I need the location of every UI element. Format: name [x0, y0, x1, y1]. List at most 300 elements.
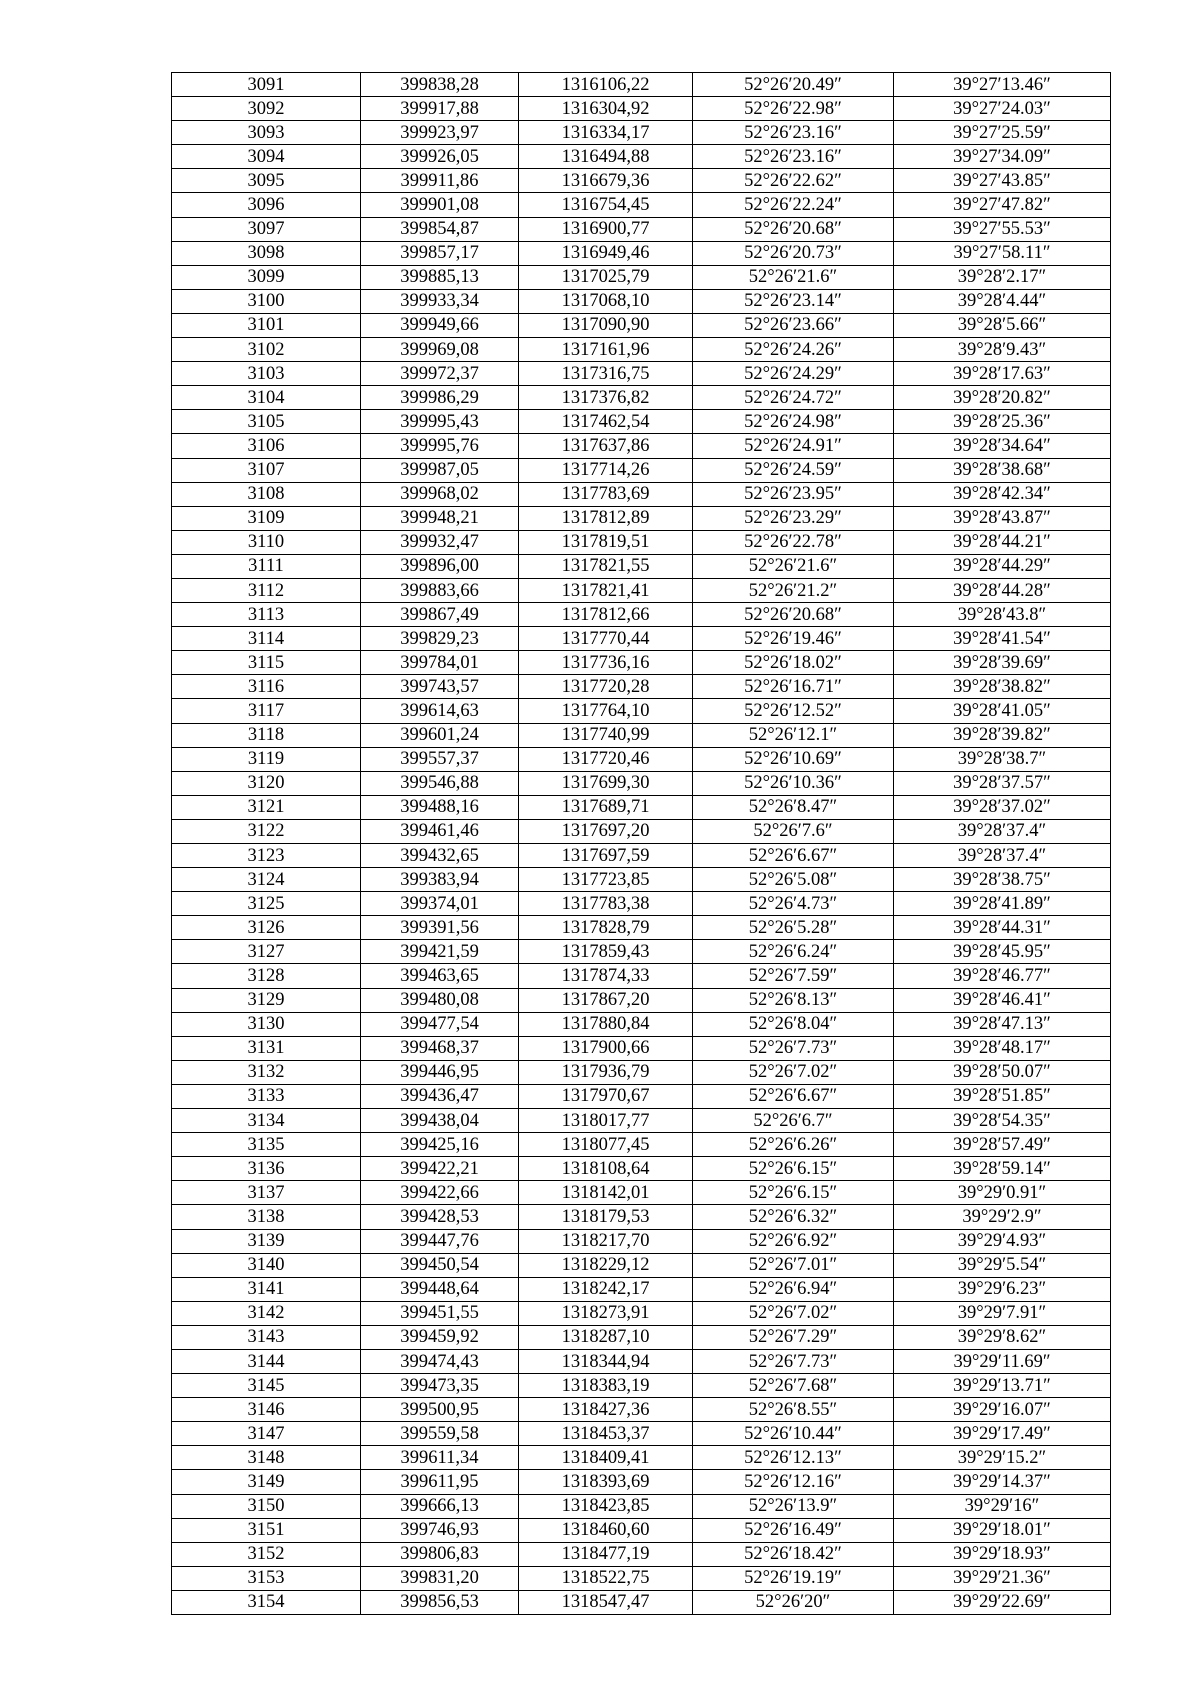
point-number-cell: 3097 [172, 217, 361, 241]
y-coordinate-cell: 1317090,90 [519, 313, 693, 337]
latitude-cell: 52°26′6.7″ [693, 1109, 894, 1133]
longitude-cell: 39°28′45.95″ [894, 940, 1111, 964]
table-row [172, 578, 1111, 602]
y-coordinate-cell: 1317637,86 [519, 434, 693, 458]
table-row [172, 1542, 1111, 1566]
latitude-cell: 52°26′7.01″ [693, 1253, 894, 1277]
longitude-cell: 39°28′44.28″ [894, 578, 1111, 602]
longitude-cell: 39°27′34.09″ [894, 145, 1111, 169]
latitude-cell: 52°26′21.6″ [693, 265, 894, 289]
table-row [172, 1253, 1111, 1277]
latitude-cell: 52°26′10.44″ [693, 1422, 894, 1446]
latitude-cell: 52°26′12.16″ [693, 1470, 894, 1494]
table-row [172, 217, 1111, 241]
longitude-cell: 39°29′18.93″ [894, 1542, 1111, 1566]
table-row [172, 1590, 1111, 1614]
y-coordinate-cell: 1318522,75 [519, 1566, 693, 1590]
longitude-cell: 39°28′42.34″ [894, 482, 1111, 506]
point-number-cell: 3137 [172, 1181, 361, 1205]
longitude-cell: 39°28′43.8″ [894, 603, 1111, 627]
longitude-cell: 39°29′6.23″ [894, 1277, 1111, 1301]
longitude-cell: 39°28′37.02″ [894, 795, 1111, 819]
table-row [172, 1518, 1111, 1542]
table-row [172, 603, 1111, 627]
point-number-cell: 3107 [172, 458, 361, 482]
x-coordinate-cell: 399374,01 [361, 892, 519, 916]
point-number-cell: 3129 [172, 988, 361, 1012]
point-number-cell: 3113 [172, 603, 361, 627]
table-row [172, 627, 1111, 651]
point-number-cell: 3105 [172, 410, 361, 434]
point-number-cell: 3109 [172, 506, 361, 530]
point-number-cell: 3106 [172, 434, 361, 458]
coordinates-table [171, 72, 1111, 1615]
x-coordinate-cell: 399831,20 [361, 1566, 519, 1590]
latitude-cell: 52°26′24.72″ [693, 386, 894, 410]
x-coordinate-cell: 399883,66 [361, 578, 519, 602]
longitude-cell: 39°28′9.43″ [894, 338, 1111, 362]
y-coordinate-cell: 1317723,85 [519, 868, 693, 892]
y-coordinate-cell: 1316304,92 [519, 97, 693, 121]
longitude-cell: 39°28′38.68″ [894, 458, 1111, 482]
x-coordinate-cell: 399450,54 [361, 1253, 519, 1277]
table-row [172, 145, 1111, 169]
latitude-cell: 52°26′6.32″ [693, 1205, 894, 1229]
point-number-cell: 3102 [172, 338, 361, 362]
x-coordinate-cell: 399436,47 [361, 1084, 519, 1108]
latitude-cell: 52°26′6.67″ [693, 1084, 894, 1108]
longitude-cell: 39°27′58.11″ [894, 241, 1111, 265]
latitude-cell: 52°26′22.98″ [693, 97, 894, 121]
point-number-cell: 3121 [172, 795, 361, 819]
table-row [172, 1157, 1111, 1181]
table-row [172, 1301, 1111, 1325]
x-coordinate-cell: 399601,24 [361, 723, 519, 747]
longitude-cell: 39°28′44.21″ [894, 530, 1111, 554]
x-coordinate-cell: 399995,43 [361, 410, 519, 434]
latitude-cell: 52°26′8.04″ [693, 1012, 894, 1036]
x-coordinate-cell: 399422,66 [361, 1181, 519, 1205]
y-coordinate-cell: 1317025,79 [519, 265, 693, 289]
table-row [172, 1422, 1111, 1446]
point-number-cell: 3136 [172, 1157, 361, 1181]
latitude-cell: 52°26′10.36″ [693, 771, 894, 795]
x-coordinate-cell: 399948,21 [361, 506, 519, 530]
table-row [172, 819, 1111, 843]
point-number-cell: 3130 [172, 1012, 361, 1036]
x-coordinate-cell: 399488,16 [361, 795, 519, 819]
longitude-cell: 39°28′41.89″ [894, 892, 1111, 916]
point-number-cell: 3141 [172, 1277, 361, 1301]
x-coordinate-cell: 399923,97 [361, 121, 519, 145]
longitude-cell: 39°29′16″ [894, 1494, 1111, 1518]
longitude-cell: 39°29′15.2″ [894, 1446, 1111, 1470]
longitude-cell: 39°28′43.87″ [894, 506, 1111, 530]
latitude-cell: 52°26′23.14″ [693, 289, 894, 313]
latitude-cell: 52°26′4.73″ [693, 892, 894, 916]
x-coordinate-cell: 399896,00 [361, 554, 519, 578]
point-number-cell: 3127 [172, 940, 361, 964]
longitude-cell: 39°28′41.05″ [894, 699, 1111, 723]
latitude-cell: 52°26′6.94″ [693, 1277, 894, 1301]
latitude-cell: 52°26′22.62″ [693, 169, 894, 193]
y-coordinate-cell: 1316334,17 [519, 121, 693, 145]
longitude-cell: 39°29′17.49″ [894, 1422, 1111, 1446]
table-row [172, 771, 1111, 795]
y-coordinate-cell: 1317714,26 [519, 458, 693, 482]
longitude-cell: 39°29′16.07″ [894, 1398, 1111, 1422]
longitude-cell: 39°27′24.03″ [894, 97, 1111, 121]
point-number-cell: 3125 [172, 892, 361, 916]
latitude-cell: 52°26′18.42″ [693, 1542, 894, 1566]
y-coordinate-cell: 1318273,91 [519, 1301, 693, 1325]
x-coordinate-cell: 399867,49 [361, 603, 519, 627]
y-coordinate-cell: 1318217,70 [519, 1229, 693, 1253]
latitude-cell: 52°26′24.26″ [693, 338, 894, 362]
y-coordinate-cell: 1318393,69 [519, 1470, 693, 1494]
y-coordinate-cell: 1316106,22 [519, 73, 693, 97]
longitude-cell: 39°28′38.7″ [894, 747, 1111, 771]
x-coordinate-cell: 399806,83 [361, 1542, 519, 1566]
x-coordinate-cell: 399856,53 [361, 1590, 519, 1614]
point-number-cell: 3143 [172, 1325, 361, 1349]
y-coordinate-cell: 1318547,47 [519, 1590, 693, 1614]
latitude-cell: 52°26′21.2″ [693, 578, 894, 602]
x-coordinate-cell: 399463,65 [361, 964, 519, 988]
point-number-cell: 3140 [172, 1253, 361, 1277]
x-coordinate-cell: 399743,57 [361, 675, 519, 699]
y-coordinate-cell: 1318142,01 [519, 1181, 693, 1205]
point-number-cell: 3108 [172, 482, 361, 506]
latitude-cell: 52°26′16.49″ [693, 1518, 894, 1542]
x-coordinate-cell: 399926,05 [361, 145, 519, 169]
longitude-cell: 39°28′37.57″ [894, 771, 1111, 795]
point-number-cell: 3094 [172, 145, 361, 169]
longitude-cell: 39°28′46.41″ [894, 988, 1111, 1012]
table-row [172, 1133, 1111, 1157]
point-number-cell: 3124 [172, 868, 361, 892]
latitude-cell: 52°26′16.71″ [693, 675, 894, 699]
longitude-cell: 39°28′37.4″ [894, 844, 1111, 868]
table-row [172, 121, 1111, 145]
table-row [172, 1109, 1111, 1133]
point-number-cell: 3146 [172, 1398, 361, 1422]
y-coordinate-cell: 1318017,77 [519, 1109, 693, 1133]
y-coordinate-cell: 1317161,96 [519, 338, 693, 362]
point-number-cell: 3145 [172, 1374, 361, 1398]
longitude-cell: 39°29′2.9″ [894, 1205, 1111, 1229]
y-coordinate-cell: 1317812,89 [519, 506, 693, 530]
x-coordinate-cell: 399425,16 [361, 1133, 519, 1157]
point-number-cell: 3119 [172, 747, 361, 771]
table-row [172, 1036, 1111, 1060]
y-coordinate-cell: 1317874,33 [519, 964, 693, 988]
x-coordinate-cell: 399933,34 [361, 289, 519, 313]
y-coordinate-cell: 1317697,59 [519, 844, 693, 868]
longitude-cell: 39°28′50.07″ [894, 1060, 1111, 1084]
y-coordinate-cell: 1317859,43 [519, 940, 693, 964]
y-coordinate-cell: 1317770,44 [519, 627, 693, 651]
latitude-cell: 52°26′12.1″ [693, 723, 894, 747]
point-number-cell: 3134 [172, 1109, 361, 1133]
y-coordinate-cell: 1316679,36 [519, 169, 693, 193]
x-coordinate-cell: 399432,65 [361, 844, 519, 868]
point-number-cell: 3116 [172, 675, 361, 699]
point-number-cell: 3103 [172, 362, 361, 386]
longitude-cell: 39°29′5.54″ [894, 1253, 1111, 1277]
point-number-cell: 3112 [172, 578, 361, 602]
y-coordinate-cell: 1317764,10 [519, 699, 693, 723]
y-coordinate-cell: 1317821,41 [519, 578, 693, 602]
longitude-cell: 39°27′55.53″ [894, 217, 1111, 241]
table-row [172, 1205, 1111, 1229]
x-coordinate-cell: 399473,35 [361, 1374, 519, 1398]
table-row [172, 1494, 1111, 1518]
x-coordinate-cell: 399746,93 [361, 1518, 519, 1542]
longitude-cell: 39°28′2.17″ [894, 265, 1111, 289]
point-number-cell: 3114 [172, 627, 361, 651]
longitude-cell: 39°29′18.01″ [894, 1518, 1111, 1542]
x-coordinate-cell: 399559,58 [361, 1422, 519, 1446]
latitude-cell: 52°26′21.6″ [693, 554, 894, 578]
x-coordinate-cell: 399438,04 [361, 1109, 519, 1133]
latitude-cell: 52°26′24.59″ [693, 458, 894, 482]
longitude-cell: 39°29′22.69″ [894, 1590, 1111, 1614]
coordinates-table-body [172, 73, 1111, 1615]
longitude-cell: 39°28′44.31″ [894, 916, 1111, 940]
longitude-cell: 39°29′14.37″ [894, 1470, 1111, 1494]
longitude-cell: 39°28′4.44″ [894, 289, 1111, 313]
table-row [172, 265, 1111, 289]
latitude-cell: 52°26′6.24″ [693, 940, 894, 964]
latitude-cell: 52°26′10.69″ [693, 747, 894, 771]
latitude-cell: 52°26′6.15″ [693, 1181, 894, 1205]
longitude-cell: 39°28′51.85″ [894, 1084, 1111, 1108]
y-coordinate-cell: 1317783,69 [519, 482, 693, 506]
y-coordinate-cell: 1317867,20 [519, 988, 693, 1012]
longitude-cell: 39°28′17.63″ [894, 362, 1111, 386]
x-coordinate-cell: 399838,28 [361, 73, 519, 97]
y-coordinate-cell: 1318077,45 [519, 1133, 693, 1157]
point-number-cell: 3122 [172, 819, 361, 843]
latitude-cell: 52°26′20″ [693, 1590, 894, 1614]
point-number-cell: 3104 [172, 386, 361, 410]
longitude-cell: 39°28′44.29″ [894, 554, 1111, 578]
latitude-cell: 52°26′20.68″ [693, 603, 894, 627]
table-row [172, 506, 1111, 530]
x-coordinate-cell: 399666,13 [361, 1494, 519, 1518]
x-coordinate-cell: 399911,86 [361, 169, 519, 193]
table-row [172, 1012, 1111, 1036]
y-coordinate-cell: 1316494,88 [519, 145, 693, 169]
table-row [172, 1229, 1111, 1253]
point-number-cell: 3115 [172, 651, 361, 675]
longitude-cell: 39°28′57.49″ [894, 1133, 1111, 1157]
y-coordinate-cell: 1318409,41 [519, 1446, 693, 1470]
longitude-cell: 39°28′59.14″ [894, 1157, 1111, 1181]
y-coordinate-cell: 1317783,38 [519, 892, 693, 916]
longitude-cell: 39°28′34.64″ [894, 434, 1111, 458]
table-row [172, 1277, 1111, 1301]
x-coordinate-cell: 399477,54 [361, 1012, 519, 1036]
x-coordinate-cell: 399784,01 [361, 651, 519, 675]
y-coordinate-cell: 1316900,77 [519, 217, 693, 241]
y-coordinate-cell: 1317819,51 [519, 530, 693, 554]
x-coordinate-cell: 399932,47 [361, 530, 519, 554]
x-coordinate-cell: 399611,34 [361, 1446, 519, 1470]
point-number-cell: 3147 [172, 1422, 361, 1446]
y-coordinate-cell: 1318108,64 [519, 1157, 693, 1181]
latitude-cell: 52°26′23.16″ [693, 145, 894, 169]
table-row [172, 338, 1111, 362]
x-coordinate-cell: 399546,88 [361, 771, 519, 795]
y-coordinate-cell: 1318383,19 [519, 1374, 693, 1398]
table-row [172, 458, 1111, 482]
latitude-cell: 52°26′8.13″ [693, 988, 894, 1012]
latitude-cell: 52°26′7.02″ [693, 1301, 894, 1325]
latitude-cell: 52°26′23.29″ [693, 506, 894, 530]
longitude-cell: 39°29′4.93″ [894, 1229, 1111, 1253]
y-coordinate-cell: 1318453,37 [519, 1422, 693, 1446]
x-coordinate-cell: 399857,17 [361, 241, 519, 265]
latitude-cell: 52°26′7.68″ [693, 1374, 894, 1398]
latitude-cell: 52°26′7.59″ [693, 964, 894, 988]
x-coordinate-cell: 399829,23 [361, 627, 519, 651]
x-coordinate-cell: 399446,95 [361, 1060, 519, 1084]
point-number-cell: 3139 [172, 1229, 361, 1253]
table-row [172, 651, 1111, 675]
table-row [172, 916, 1111, 940]
point-number-cell: 3110 [172, 530, 361, 554]
y-coordinate-cell: 1317812,66 [519, 603, 693, 627]
table-row [172, 844, 1111, 868]
y-coordinate-cell: 1318460,60 [519, 1518, 693, 1542]
longitude-cell: 39°28′39.69″ [894, 651, 1111, 675]
x-coordinate-cell: 399474,43 [361, 1349, 519, 1373]
point-number-cell: 3092 [172, 97, 361, 121]
x-coordinate-cell: 399448,64 [361, 1277, 519, 1301]
x-coordinate-cell: 399468,37 [361, 1036, 519, 1060]
longitude-cell: 39°27′47.82″ [894, 193, 1111, 217]
latitude-cell: 52°26′24.29″ [693, 362, 894, 386]
point-number-cell: 3135 [172, 1133, 361, 1157]
x-coordinate-cell: 399917,88 [361, 97, 519, 121]
latitude-cell: 52°26′19.46″ [693, 627, 894, 651]
table-row [172, 988, 1111, 1012]
longitude-cell: 39°29′8.62″ [894, 1325, 1111, 1349]
y-coordinate-cell: 1318427,36 [519, 1398, 693, 1422]
latitude-cell: 52°26′24.91″ [693, 434, 894, 458]
longitude-cell: 39°28′37.4″ [894, 819, 1111, 843]
x-coordinate-cell: 399611,95 [361, 1470, 519, 1494]
latitude-cell: 52°26′22.78″ [693, 530, 894, 554]
table-row [172, 675, 1111, 699]
latitude-cell: 52°26′8.55″ [693, 1398, 894, 1422]
x-coordinate-cell: 399451,55 [361, 1301, 519, 1325]
y-coordinate-cell: 1317740,99 [519, 723, 693, 747]
latitude-cell: 52°26′20.49″ [693, 73, 894, 97]
table-row [172, 434, 1111, 458]
latitude-cell: 52°26′18.02″ [693, 651, 894, 675]
latitude-cell: 52°26′5.28″ [693, 916, 894, 940]
x-coordinate-cell: 399383,94 [361, 868, 519, 892]
point-number-cell: 3091 [172, 73, 361, 97]
point-number-cell: 3099 [172, 265, 361, 289]
y-coordinate-cell: 1318229,12 [519, 1253, 693, 1277]
table-row [172, 723, 1111, 747]
latitude-cell: 52°26′6.26″ [693, 1133, 894, 1157]
table-row [172, 289, 1111, 313]
table-row [172, 482, 1111, 506]
point-number-cell: 3096 [172, 193, 361, 217]
y-coordinate-cell: 1317068,10 [519, 289, 693, 313]
latitude-cell: 52°26′7.02″ [693, 1060, 894, 1084]
table-row [172, 410, 1111, 434]
point-number-cell: 3120 [172, 771, 361, 795]
y-coordinate-cell: 1317699,30 [519, 771, 693, 795]
y-coordinate-cell: 1317821,55 [519, 554, 693, 578]
point-number-cell: 3101 [172, 313, 361, 337]
longitude-cell: 39°28′25.36″ [894, 410, 1111, 434]
x-coordinate-cell: 399986,29 [361, 386, 519, 410]
latitude-cell: 52°26′20.68″ [693, 217, 894, 241]
x-coordinate-cell: 399968,02 [361, 482, 519, 506]
point-number-cell: 3117 [172, 699, 361, 723]
longitude-cell: 39°29′11.69″ [894, 1349, 1111, 1373]
point-number-cell: 3133 [172, 1084, 361, 1108]
table-row [172, 940, 1111, 964]
latitude-cell: 52°26′24.98″ [693, 410, 894, 434]
y-coordinate-cell: 1317720,46 [519, 747, 693, 771]
y-coordinate-cell: 1317936,79 [519, 1060, 693, 1084]
y-coordinate-cell: 1317828,79 [519, 916, 693, 940]
table-row [172, 747, 1111, 771]
x-coordinate-cell: 399428,53 [361, 1205, 519, 1229]
point-number-cell: 3128 [172, 964, 361, 988]
table-row [172, 554, 1111, 578]
y-coordinate-cell: 1318242,17 [519, 1277, 693, 1301]
table-row [172, 868, 1111, 892]
longitude-cell: 39°29′7.91″ [894, 1301, 1111, 1325]
longitude-cell: 39°28′47.13″ [894, 1012, 1111, 1036]
point-number-cell: 3138 [172, 1205, 361, 1229]
y-coordinate-cell: 1318179,53 [519, 1205, 693, 1229]
point-number-cell: 3118 [172, 723, 361, 747]
x-coordinate-cell: 399995,76 [361, 434, 519, 458]
latitude-cell: 52°26′22.24″ [693, 193, 894, 217]
y-coordinate-cell: 1317462,54 [519, 410, 693, 434]
point-number-cell: 3100 [172, 289, 361, 313]
point-number-cell: 3154 [172, 1590, 361, 1614]
table-row [172, 964, 1111, 988]
y-coordinate-cell: 1318344,94 [519, 1349, 693, 1373]
point-number-cell: 3150 [172, 1494, 361, 1518]
longitude-cell: 39°28′48.17″ [894, 1036, 1111, 1060]
point-number-cell: 3126 [172, 916, 361, 940]
table-row [172, 1084, 1111, 1108]
point-number-cell: 3142 [172, 1301, 361, 1325]
latitude-cell: 52°26′13.9″ [693, 1494, 894, 1518]
y-coordinate-cell: 1317720,28 [519, 675, 693, 699]
table-row [172, 892, 1111, 916]
y-coordinate-cell: 1316949,46 [519, 241, 693, 265]
x-coordinate-cell: 399949,66 [361, 313, 519, 337]
table-row [172, 193, 1111, 217]
latitude-cell: 52°26′23.95″ [693, 482, 894, 506]
y-coordinate-cell: 1318477,19 [519, 1542, 693, 1566]
latitude-cell: 52°26′23.66″ [693, 313, 894, 337]
y-coordinate-cell: 1317316,75 [519, 362, 693, 386]
